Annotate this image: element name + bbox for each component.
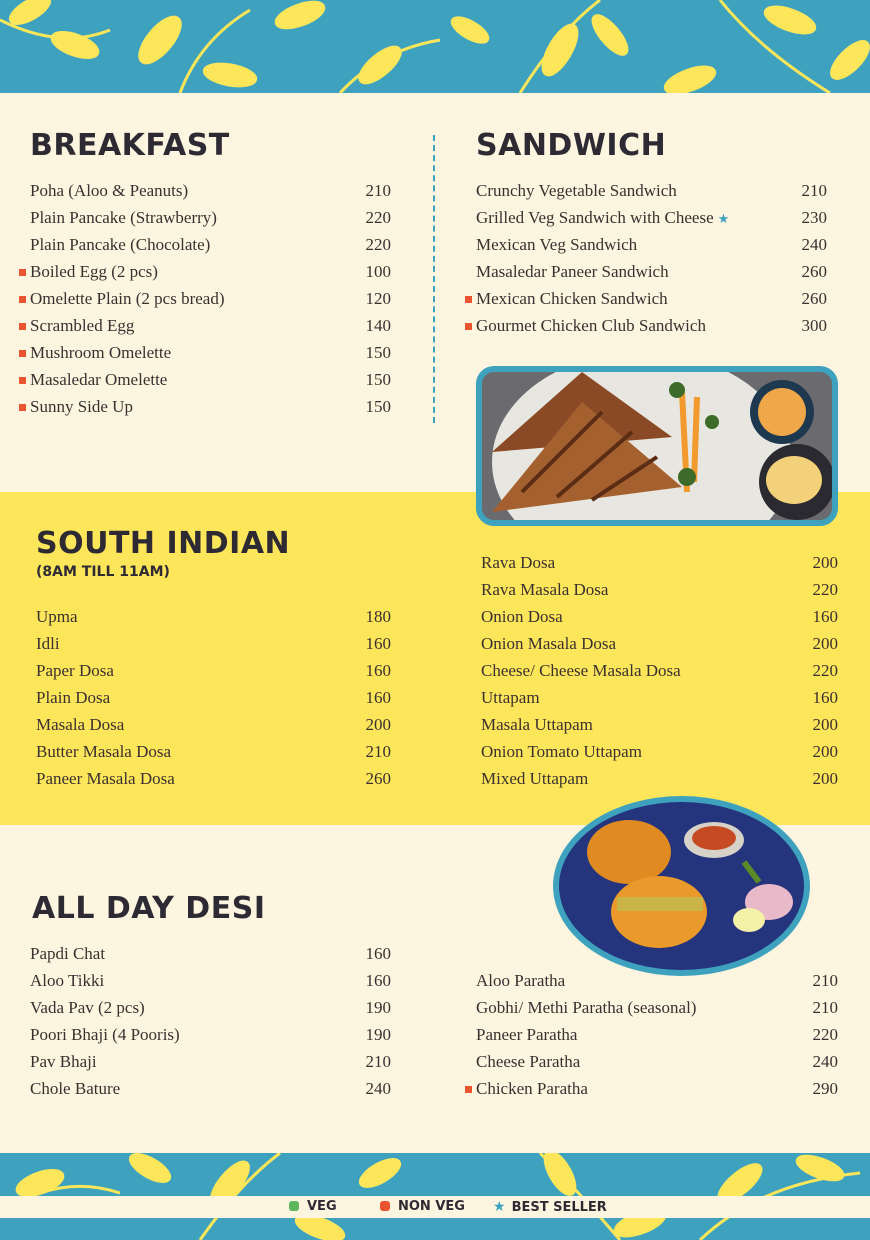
item-name: Chicken Paratha bbox=[476, 1079, 588, 1098]
item-price: 200 bbox=[812, 769, 838, 788]
non-veg-icon bbox=[380, 1201, 390, 1211]
list-item bbox=[476, 994, 838, 1021]
list-item bbox=[30, 1048, 391, 1075]
list-item bbox=[36, 765, 391, 792]
list-item bbox=[476, 285, 827, 312]
legend-best-seller-label: BEST SELLER bbox=[511, 1200, 607, 1215]
item-price: 260 bbox=[801, 262, 827, 281]
item-price: 200 bbox=[812, 634, 838, 653]
item-name: Mexican Veg Sandwich bbox=[476, 235, 638, 254]
item-price: 260 bbox=[365, 769, 391, 788]
item-price: 160 bbox=[365, 944, 391, 963]
item-name: Crunchy Vegetable Sandwich bbox=[476, 181, 677, 200]
list-item bbox=[30, 339, 391, 366]
vada-pav-illustration bbox=[559, 802, 804, 970]
all-day-desi-left-list bbox=[30, 940, 391, 1102]
list-item bbox=[481, 603, 838, 630]
breakfast-heading: BREAKFAST bbox=[30, 128, 230, 163]
item-name: Onion Tomato Uttapam bbox=[481, 742, 642, 761]
item-price: 210 bbox=[365, 1052, 391, 1071]
item-price: 160 bbox=[365, 634, 391, 653]
item-price: 220 bbox=[365, 235, 391, 254]
non-veg-icon bbox=[19, 350, 26, 357]
item-name: Paper Dosa bbox=[36, 661, 114, 680]
list-item bbox=[481, 765, 838, 792]
item-price: 260 bbox=[801, 289, 827, 308]
item-price: 240 bbox=[812, 1052, 838, 1071]
item-price: 240 bbox=[365, 1079, 391, 1098]
item-name: Rava Dosa bbox=[481, 553, 556, 572]
veg-icon bbox=[289, 1201, 299, 1211]
item-name: Grilled Veg Sandwich with Cheese bbox=[476, 208, 714, 227]
item-price: 140 bbox=[365, 316, 391, 335]
item-price: 210 bbox=[365, 742, 391, 761]
item-price: 220 bbox=[812, 661, 838, 680]
list-item bbox=[30, 177, 391, 204]
item-price: 160 bbox=[365, 661, 391, 680]
south-indian-heading: SOUTH INDIAN bbox=[36, 526, 291, 561]
non-veg-icon bbox=[19, 269, 26, 276]
item-price: 200 bbox=[365, 715, 391, 734]
item-name: Pav Bhaji bbox=[30, 1052, 97, 1071]
item-price: 100 bbox=[365, 262, 391, 281]
item-price: 230 bbox=[801, 208, 827, 227]
item-price: 240 bbox=[801, 235, 827, 254]
item-name: Idli bbox=[36, 634, 60, 653]
item-name: Onion Dosa bbox=[481, 607, 563, 626]
item-name: Cheese/ Cheese Masala Dosa bbox=[481, 661, 681, 680]
item-price: 210 bbox=[812, 971, 838, 990]
list-item bbox=[36, 630, 391, 657]
all-day-desi-heading: ALL DAY DESI bbox=[32, 891, 266, 926]
list-item bbox=[476, 1021, 838, 1048]
legend-non-veg bbox=[380, 1197, 465, 1217]
list-item bbox=[481, 711, 838, 738]
item-name: Scrambled Egg bbox=[30, 316, 135, 335]
top-decorative-band bbox=[0, 0, 870, 93]
non-veg-icon bbox=[19, 404, 26, 411]
item-price: 300 bbox=[801, 316, 827, 335]
item-name: Vada Pav (2 pcs) bbox=[30, 998, 145, 1017]
item-name: Paneer Paratha bbox=[476, 1025, 578, 1044]
item-price: 160 bbox=[812, 607, 838, 626]
item-name: Chole Bature bbox=[30, 1079, 121, 1098]
item-price: 220 bbox=[812, 580, 838, 599]
list-item bbox=[30, 994, 391, 1021]
item-name: Uttapam bbox=[481, 688, 540, 707]
list-item bbox=[476, 231, 827, 258]
legend-non-veg-label: NON VEG bbox=[398, 1199, 465, 1214]
item-name: Aloo Tikki bbox=[30, 971, 105, 990]
item-price: 190 bbox=[365, 1025, 391, 1044]
list-item bbox=[481, 576, 838, 603]
item-name: Gourmet Chicken Club Sandwich bbox=[476, 316, 706, 335]
star-icon: ★ bbox=[493, 1199, 506, 1215]
item-name: Plain Pancake (Chocolate) bbox=[30, 235, 211, 254]
item-name: Omelette Plain (2 pcs bread) bbox=[30, 289, 225, 308]
item-name: Masala Uttapam bbox=[481, 715, 593, 734]
list-item bbox=[30, 204, 391, 231]
list-item bbox=[30, 366, 391, 393]
item-price: 150 bbox=[365, 397, 391, 416]
sandwich-heading: SANDWICH bbox=[476, 128, 667, 163]
list-item bbox=[481, 657, 838, 684]
item-name: Butter Masala Dosa bbox=[36, 742, 172, 761]
list-item bbox=[476, 1075, 838, 1102]
non-veg-icon bbox=[19, 377, 26, 384]
list-item bbox=[30, 312, 391, 339]
list-item bbox=[30, 967, 391, 994]
non-veg-icon bbox=[465, 323, 472, 330]
sandwich-illustration bbox=[482, 372, 832, 520]
item-price: 200 bbox=[812, 742, 838, 761]
item-price: 160 bbox=[365, 971, 391, 990]
list-item bbox=[476, 312, 827, 339]
list-item bbox=[36, 738, 391, 765]
item-name: Papdi Chat bbox=[30, 944, 106, 963]
legend-best-seller bbox=[493, 1197, 607, 1217]
list-item bbox=[476, 177, 827, 204]
south-indian-timing: (8AM TILL 11AM) bbox=[36, 564, 170, 580]
list-item bbox=[481, 630, 838, 657]
list-item bbox=[476, 204, 827, 231]
item-name: Plain Pancake (Strawberry) bbox=[30, 208, 217, 227]
item-name: Gobhi/ Methi Paratha (seasonal) bbox=[476, 998, 697, 1017]
non-veg-icon bbox=[19, 323, 26, 330]
list-item bbox=[476, 1048, 838, 1075]
item-price: 220 bbox=[812, 1025, 838, 1044]
item-price: 160 bbox=[812, 688, 838, 707]
item-name: Poha (Aloo & Peanuts) bbox=[30, 181, 189, 200]
best-seller-star-icon: ★ bbox=[717, 212, 730, 227]
item-price: 290 bbox=[812, 1079, 838, 1098]
item-name: Onion Masala Dosa bbox=[481, 634, 617, 653]
item-name: Cheese Paratha bbox=[476, 1052, 581, 1071]
item-price: 190 bbox=[365, 998, 391, 1017]
item-name: Mixed Uttapam bbox=[481, 769, 589, 788]
list-item bbox=[481, 738, 838, 765]
item-price: 200 bbox=[812, 553, 838, 572]
list-item bbox=[481, 684, 838, 711]
sandwich-list bbox=[476, 177, 827, 339]
item-name: Paneer Masala Dosa bbox=[36, 769, 175, 788]
item-name: Masala Dosa bbox=[36, 715, 125, 734]
item-price: 210 bbox=[801, 181, 827, 200]
list-item bbox=[30, 1075, 391, 1102]
item-name: Mexican Chicken Sandwich bbox=[476, 289, 668, 308]
leaf-pattern-top bbox=[0, 0, 870, 93]
item-name: Aloo Paratha bbox=[476, 971, 566, 990]
list-item bbox=[476, 967, 838, 994]
item-name: Masaledar Paneer Sandwich bbox=[476, 262, 669, 281]
item-price: 120 bbox=[365, 289, 391, 308]
legend-veg-label: VEG bbox=[307, 1199, 337, 1214]
list-item bbox=[30, 1021, 391, 1048]
legend-veg bbox=[289, 1197, 337, 1217]
list-item bbox=[481, 549, 838, 576]
list-item bbox=[30, 231, 391, 258]
vada-pav-photo bbox=[553, 796, 810, 976]
item-name: Sunny Side Up bbox=[30, 397, 133, 416]
south-indian-right-list bbox=[481, 549, 838, 792]
item-price: 150 bbox=[365, 370, 391, 389]
list-item bbox=[36, 657, 391, 684]
item-price: 210 bbox=[365, 181, 391, 200]
item-name: Mushroom Omelette bbox=[30, 343, 172, 362]
item-name: Boiled Egg (2 pcs) bbox=[30, 262, 158, 281]
item-price: 220 bbox=[365, 208, 391, 227]
list-item bbox=[30, 285, 391, 312]
item-name: Upma bbox=[36, 607, 78, 626]
list-item bbox=[30, 393, 391, 420]
breakfast-list bbox=[30, 177, 391, 420]
list-item bbox=[36, 711, 391, 738]
non-veg-icon bbox=[465, 1086, 472, 1093]
list-item bbox=[36, 603, 391, 630]
item-price: 210 bbox=[812, 998, 838, 1017]
item-name: Plain Dosa bbox=[36, 688, 111, 707]
item-price: 200 bbox=[812, 715, 838, 734]
item-name: Masaledar Omelette bbox=[30, 370, 168, 389]
non-veg-icon bbox=[465, 296, 472, 303]
non-veg-icon bbox=[19, 296, 26, 303]
list-item bbox=[476, 258, 827, 285]
list-item bbox=[36, 684, 391, 711]
item-name: Rava Masala Dosa bbox=[481, 580, 609, 599]
column-divider bbox=[433, 135, 435, 423]
south-indian-left-list bbox=[36, 603, 391, 792]
all-day-desi-right-list bbox=[476, 967, 838, 1102]
item-price: 180 bbox=[365, 607, 391, 626]
item-price: 160 bbox=[365, 688, 391, 707]
list-item bbox=[30, 940, 391, 967]
item-price: 150 bbox=[365, 343, 391, 362]
item-name: Poori Bhaji (4 Pooris) bbox=[30, 1025, 180, 1044]
list-item bbox=[30, 258, 391, 285]
sandwich-photo bbox=[476, 366, 838, 526]
